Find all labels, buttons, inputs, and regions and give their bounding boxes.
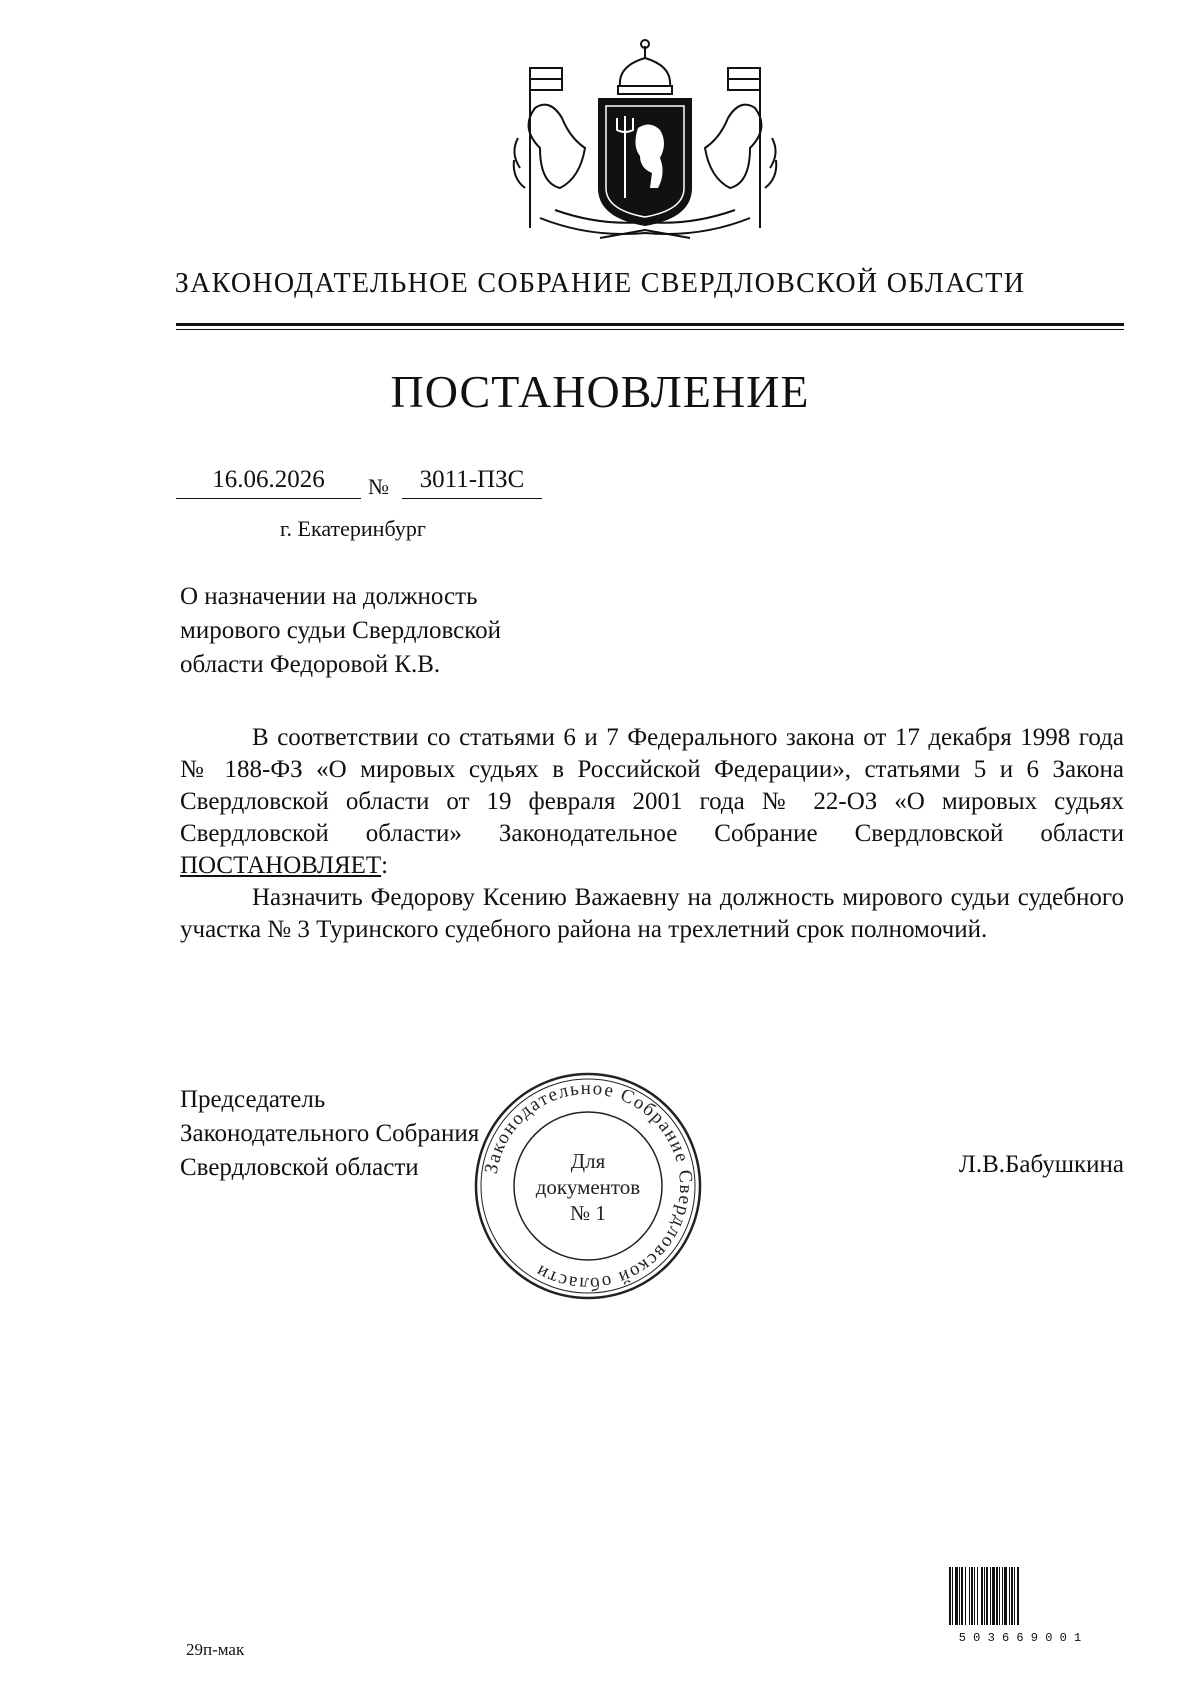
document-body [180,722,1124,946]
barcode-bar [1009,1567,1010,1625]
date-underline [176,498,361,499]
signer-position [180,1083,479,1185]
barcode-bar [961,1567,963,1625]
body-paragraph [180,722,1124,882]
subject-line: О назначении на должность [180,583,478,610]
signer-position-line: Свердловской области [180,1154,419,1181]
city: г. Екатеринбург [280,516,426,541]
barcode-bar [1011,1567,1013,1625]
coat-of-arms-icon [500,38,790,248]
seal-center-line: документов [535,1175,641,1199]
preamble-text: В соответствии со статьями 6 и 7 Федерального закона от 17 декабря 1998 года № 188-ФЗ «О мировых судьях в Российской Федерации», статьями 5 и 6 Закона Свердловской области от 19 февраля 2001 года № 22-ОЗ «О мировых судьях Свердловской области» Законодательное Собрание Свердловской области [180,724,1124,847]
barcode-digits: 5 0 3 6 6 9 0 0 1 [958,1631,1082,1645]
seal-center-line: Для [570,1149,606,1173]
barcode-bar [952,1567,953,1625]
document-date: 16.06.2026 [212,466,325,493]
barcode-bar [974,1567,975,1625]
barcode-bar [969,1567,970,1625]
header-rule-thick [176,323,1124,326]
barcode-bar [981,1567,983,1625]
decree-colon: : [381,852,389,879]
seal-ring-textpath: Законодательное Собрание Свердловской области [480,1077,697,1295]
barcode-bar [949,1567,951,1625]
signer-position-line: Законодательного Собрания [180,1120,480,1147]
footer-code: 29п-мак [186,1640,245,1659]
signer-name: Л.В.Бабушкина [958,1151,1124,1178]
barcode-bar [959,1567,960,1625]
barcode-bar [990,1567,991,1625]
official-seal [470,1068,706,1304]
document-number: 3011-ПЗС [419,466,525,493]
barcode-bar [971,1567,973,1625]
organization-name: ЗАКОНОДАТЕЛЬНОЕ СОБРАНИЕ СВЕРДЛОВСКОЙ ОБЛАСТИ [174,268,1026,299]
barcode-bar [1017,1567,1019,1625]
signer-position-line: Председатель [180,1086,326,1113]
barcode-bar [1004,1567,1007,1625]
number-sign: № [368,474,389,499]
barcode-bar [955,1567,958,1625]
document-title: ПОСТАНОВЛЕНИЕ [390,366,810,417]
document-subject [180,580,620,682]
decree-word: ПОСТАНОВЛЯЕТ [180,852,382,879]
barcode-icon [945,1565,1095,1645]
barcode-bar [999,1567,1000,1625]
subject-line: мирового судьи Свердловской [180,617,501,644]
barcode-bar [992,1567,995,1625]
barcode-bar [986,1567,988,1625]
barcode-bar [996,1567,998,1625]
subject-line: области Федоровой К.В. [180,651,441,678]
barcode-bar [1014,1567,1015,1625]
barcode-bar [965,1567,966,1625]
barcode-bar [977,1567,978,1625]
number-underline [402,498,542,499]
barcode-bar [984,1567,985,1625]
body-paragraph: Назначить Федорову Ксению Важаевну на должность мирового судьи судебного участка № 3 Туринского судебного района на трехлетний срок полномочий. [180,884,1124,943]
seal-center-line: № 1 [570,1201,606,1225]
barcode-bars [949,1567,1019,1625]
barcode-bar [1002,1567,1003,1625]
header-rule-thin [176,329,1124,330]
